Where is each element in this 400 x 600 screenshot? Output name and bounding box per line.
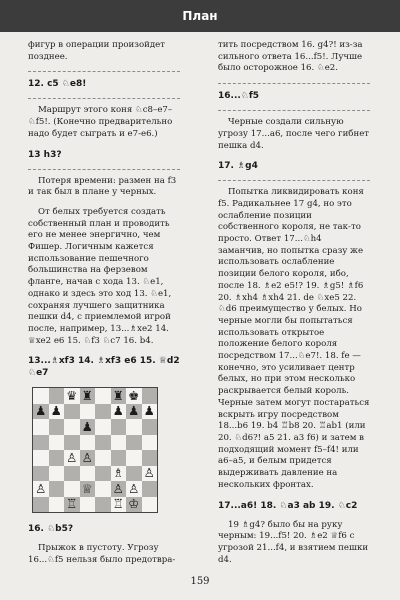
paragraph: Черные создали сильную угрозу 17...a6, после чего гибнет пешка d4. xyxy=(218,117,370,151)
chess-square xyxy=(64,466,80,482)
chess-square xyxy=(142,450,158,466)
chess-square xyxy=(80,497,96,513)
chess-square xyxy=(142,481,158,497)
chess-board xyxy=(32,387,158,513)
page-number: 159 xyxy=(190,576,210,587)
chess-square xyxy=(33,419,49,435)
chess-piece-square: ♙ xyxy=(126,481,142,497)
chess-square xyxy=(49,450,65,466)
chess-piece-square: ♖ xyxy=(111,497,127,513)
chess-square xyxy=(95,404,111,420)
divider xyxy=(28,98,180,99)
paragraph: 19 ♗g4? было бы на руку черным: 19...f5! 20. ♗e2 ♕f6 с угрозой 21...f4, и взятием пешки d4. xyxy=(218,519,369,565)
paragraph: Потеря времени: размен на f3 и так был в плане у черных. xyxy=(28,175,177,198)
chess-square xyxy=(126,466,142,482)
divider xyxy=(28,169,180,170)
paragraph: Прыжок в пустоту. Угрозу 16...♘f5 нельзя было предотвра- xyxy=(28,543,176,566)
chess-piece-square: ♟ xyxy=(33,404,49,420)
chess-piece-square: ♛ xyxy=(64,388,80,404)
chess-piece-square: ♔ xyxy=(126,497,142,513)
move-heading: 17...a6! 18. ♘a3 ab 19. ♘c2 xyxy=(218,500,358,511)
left-column xyxy=(28,40,180,575)
chess-square xyxy=(80,435,96,451)
chess-square xyxy=(126,450,142,466)
chess-square xyxy=(33,388,49,404)
chess-piece-square: ♟ xyxy=(142,404,158,420)
chess-square xyxy=(64,481,80,497)
chess-piece-square: ♜ xyxy=(111,388,127,404)
chess-square xyxy=(95,497,111,513)
chess-piece-square: ♕ xyxy=(80,481,96,497)
paragraph: тить посредством 16. g4?! из-за сильного ответа 16...f5!. Лучше было осторожное 16. ♘e2. xyxy=(218,40,363,74)
chess-square xyxy=(33,435,49,451)
chess-square xyxy=(49,466,65,482)
paragraph: фигур в операции произойдет позднее. xyxy=(28,40,165,62)
chess-square xyxy=(111,419,127,435)
move-heading: 13 h3? xyxy=(28,149,62,160)
chess-square xyxy=(142,497,158,513)
right-column xyxy=(218,40,370,574)
chess-piece-square: ♜ xyxy=(80,388,96,404)
paragraph: От белых требуется создать собственный план и проводить его не менее энергично, чем Фишер. Логичным кажется использование пешечного большинства на ферзевом фланге, начав с хода 13. ♘e1, однако и здесь это ход 13. ♘e1, сохраняя лучшего защитника пешки d4, с приемлемой игрой после, например, 13...♗xe2 14. ♕xe2 e6 15. ♘f3 ♘c7 16. b4. xyxy=(28,206,172,346)
chess-piece-square: ♙ xyxy=(64,450,80,466)
chess-square xyxy=(80,404,96,420)
chess-square xyxy=(33,497,49,513)
chess-square xyxy=(95,435,111,451)
move-heading: 16...♘f5 xyxy=(218,91,260,102)
divider xyxy=(218,180,370,181)
chess-square xyxy=(49,481,65,497)
chess-piece-square: ♟ xyxy=(49,404,65,420)
chess-piece-square: ♚ xyxy=(126,388,142,404)
divider xyxy=(28,71,180,72)
chess-square xyxy=(33,450,49,466)
chess-square xyxy=(95,388,111,404)
chess-square xyxy=(142,435,158,451)
chess-square xyxy=(126,435,142,451)
chess-piece-square: ♙ xyxy=(142,466,158,482)
chess-piece-square: ♙ xyxy=(33,481,49,497)
chess-square xyxy=(95,419,111,435)
chess-square xyxy=(49,497,65,513)
chess-piece-square: ♟ xyxy=(111,404,127,420)
chess-square xyxy=(64,404,80,420)
move-heading: 13...♗xf3 14. ♗xf3 e6 15. ♕d2 ♘e7 xyxy=(28,356,180,379)
chess-square xyxy=(95,450,111,466)
chess-piece-square: ♟ xyxy=(80,419,96,435)
chess-square xyxy=(33,466,49,482)
chess-piece-square: ♙ xyxy=(111,481,127,497)
chess-piece-square: ♖ xyxy=(64,497,80,513)
chess-square xyxy=(64,435,80,451)
running-header xyxy=(0,0,400,32)
paragraph: Попытка ликвидировать коня f5. Радикальнее 17 g4, но это ослабление позиции собственного короля, не так-то просто. Ответ 17...♘h4 заманчив, но попытка сразу же использовать ослабление позиции белого короля, ибо, после 18. ♗e2 e5!? 19. ♗g5! ♗f6 20. ♗xh4 ♗xh4 21. de ♘xe5 22. ♘d6 преимущество у белых. Но черные могли бы попытаться использовать открытое положение белого короля посредством 17...♘e7!. 18. fe — конечно, это усиливает центр белых, но при этом несколько раскрывается белый король. Черные затем могут постараться вскрыть игру посредством 18...b6 19. b4 ♖b8 20. ♖ab1 (или 20. ♘d6?! a5 21. a3 f6) и затем в подходящий момент f5–f4! или a6–a5, и белым придется выдерживать давление на нескольких фронтах. xyxy=(218,187,370,490)
chess-square xyxy=(80,466,96,482)
move-heading: 12. c5 ♘e8! xyxy=(28,79,87,90)
divider xyxy=(218,110,370,111)
chess-square xyxy=(64,419,80,435)
chess-square xyxy=(142,419,158,435)
chess-piece-square: ♙ xyxy=(80,450,96,466)
paragraph: Маршрут этого коня ♘c8–e7–♘f5!. (Конечно предварительно надо будет сыграть и e7-e6.) xyxy=(28,105,173,139)
move-heading: 17. ♗g4 xyxy=(218,161,258,172)
divider xyxy=(218,83,370,84)
chess-square xyxy=(49,435,65,451)
chess-square xyxy=(95,466,111,482)
chess-square xyxy=(142,388,158,404)
chess-square xyxy=(95,481,111,497)
chess-diagram xyxy=(32,387,180,513)
page-title: План xyxy=(182,9,218,23)
move-heading: 16. ♘b5? xyxy=(28,524,74,535)
chess-square xyxy=(49,419,65,435)
chess-square xyxy=(111,450,127,466)
chess-piece-square: ♗ xyxy=(111,466,127,482)
chess-square xyxy=(49,388,65,404)
chess-piece-square: ♟ xyxy=(126,404,142,420)
chess-square xyxy=(111,435,127,451)
chess-square xyxy=(126,419,142,435)
